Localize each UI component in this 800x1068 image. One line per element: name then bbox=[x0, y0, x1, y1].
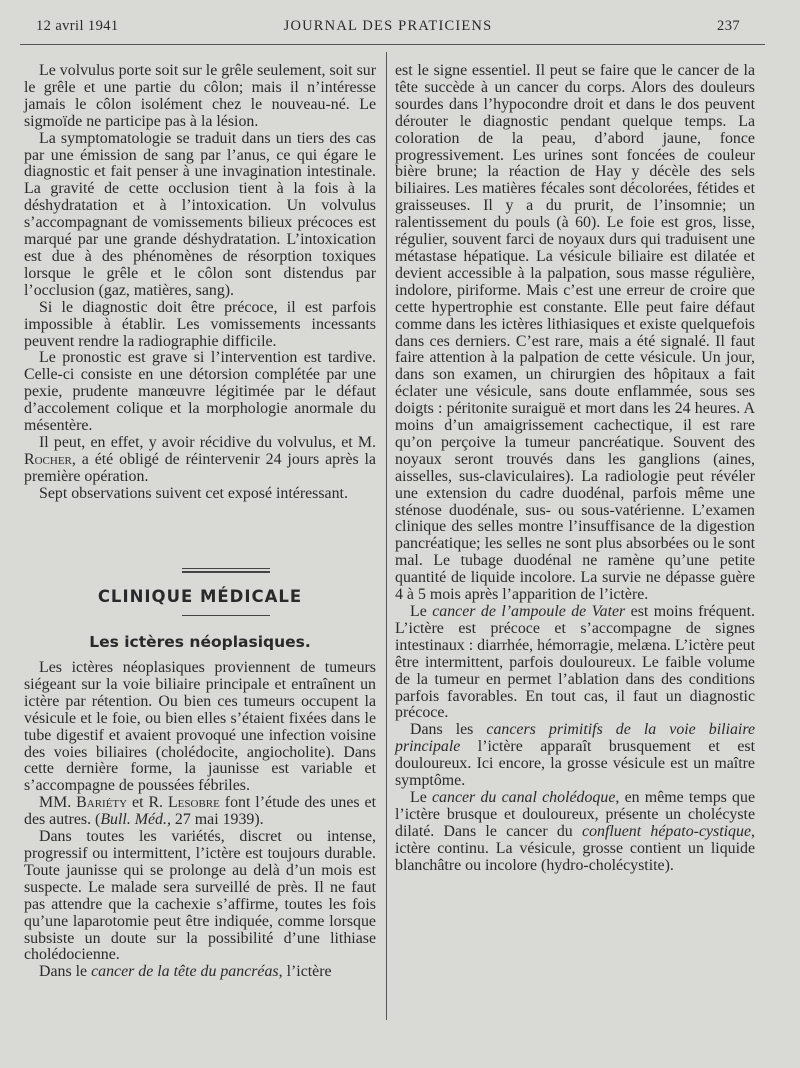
paragraph bbox=[395, 790, 755, 875]
text-run: l’ictère apparaît brusquement et est douloureux. Ici encore, la grosse vésicule est un maître symptôme. bbox=[395, 738, 755, 790]
page-number: 237 bbox=[717, 18, 740, 34]
section-heading-block bbox=[24, 560, 376, 660]
author-name: Rocher bbox=[24, 450, 72, 468]
text-run: , l’ictère bbox=[278, 963, 332, 981]
emphasis: cancer de l’ampoule de Vater bbox=[432, 603, 626, 620]
paragraph: Les ictères néoplasiques proviennent de tumeurs siégeant sur la voie biliaire principale et entraînent un ictère par rétention. Ou bien ces tumeurs occupent la vésicule et le foie, ou bien elles s’étaient fixées dans le tube digestif et avaient provoqué une infection voisine des voies biliaires (cholédocite, angiocholite). Dans cette dernière forme, la jaunisse est variable et s’accompagne de poussées fébriles. bbox=[24, 659, 376, 795]
text-run: , 27 mai 1939). bbox=[166, 811, 264, 829]
paragraph: Le volvulus porte soit sur le grêle seulement, soit sur le grêle et une partie du côlon; mais il n’intéresse jamais le côlon isolément chez le nouveau-né. Le sigmoïde ne participe pas à la lésion. bbox=[24, 62, 376, 130]
text-run: Dans le bbox=[39, 963, 92, 981]
article-title: Les ictères néoplasiques. bbox=[89, 633, 311, 651]
reference-title: Bull. Méd. bbox=[100, 811, 167, 829]
paragraph bbox=[24, 795, 376, 829]
emphasis: cancer du canal cholédoque bbox=[432, 788, 616, 806]
text-run: , en même temps que l’ictère brusque et douloureux, présente un cholécyste dilaté. Dans le cancer du bbox=[395, 788, 756, 840]
column-divider bbox=[386, 52, 387, 1020]
separator-rule bbox=[182, 615, 270, 616]
author-name: Bariéty bbox=[76, 794, 128, 812]
paragraph: Si le diagnostic doit être précoce, il est parfois impossible à établir. Les vomissements incessants peuvent rendre la radiographie difficile. bbox=[24, 298, 376, 350]
text-run: MM. bbox=[39, 794, 77, 812]
ornament-rule bbox=[182, 568, 270, 576]
text-run: , ictère continu. La vésicule, grosse contient un liquide blanchâtre ou incolore (hydro-cholécystite). bbox=[395, 822, 755, 874]
text-run: Le bbox=[410, 603, 433, 620]
text-run: Dans les bbox=[410, 721, 487, 739]
header-date: 12 avril 1941 bbox=[36, 18, 119, 34]
header-rule bbox=[20, 44, 765, 45]
text-run: font l’étude des unes et des autres. ( bbox=[24, 794, 376, 829]
left-column-top bbox=[24, 63, 376, 503]
emphasis: cancer de la tête du pancréas bbox=[91, 963, 279, 981]
paragraph: Sept observations suivent cet exposé intéressant. bbox=[39, 484, 348, 502]
text-run: , a été obligé de réintervenir 24 jours après la première opération. bbox=[24, 450, 376, 485]
section-title: CLINIQUE MÉDICALE bbox=[97, 587, 303, 606]
emphasis: cancers primitifs de la voie biliaire principale bbox=[395, 721, 755, 756]
paragraph: Le pronostic est grave si l’intervention est tardive. Celle-ci consiste en une détorsion complétée par une pexie, prudente manœuvre légitimée par le défaut d’accolement colique et la morphologie anormale du mésentère. bbox=[24, 349, 376, 435]
journal-title: JOURNAL DES PRATICIENS bbox=[283, 18, 493, 34]
paragraph bbox=[395, 722, 755, 790]
paragraph bbox=[24, 435, 376, 486]
text-run: Il peut, en effet, y avoir récidive du volvulus, et M. bbox=[39, 433, 376, 451]
paragraph bbox=[395, 604, 755, 722]
running-header bbox=[36, 18, 740, 40]
paragraph: Dans toutes les variétés, discret ou intense, progressif ou intermittent, l’ictère est toujours durable. Toute jaunisse qui se prolonge au delà d’un mois est suspecte. Le malade sera surveillé de près. Il ne faut pas attendre que la cachexie s’affirme, toutes les fois qu’une laparotomie peut être indiquée, comme lorsque subsiste un doute sur la possibilité d’une lithiase cholédocienne. bbox=[24, 828, 376, 964]
text-run: et R. bbox=[127, 794, 168, 812]
author-name: Lesobre bbox=[167, 794, 220, 812]
text-run: Le bbox=[410, 788, 432, 806]
left-column-bottom bbox=[24, 660, 376, 981]
paragraph: La symptomatologie se traduit dans un tiers des cas par une émission de sang par l’anus, ce qui égare le diagnostic et fait penser à une invagination intestinale. La gravité de cette occlusion tient à la fois à la déshydratation et à l’intoxication. Un volvulus s’accompagnant de vomissements bilieux précoces est marqué par une grande déshydratation. L’intoxication est due à des phénomènes de résorption toxiques lorsque le grêle et le côlon sont distendus par l’occlusion (gaz, matières, sang). bbox=[24, 129, 376, 299]
text-run: est moins fréquent. L’ictère est précoce et s’accompagne de signes intestinaux : diarrhée, hémorragie, melæna. L’ictère peut être intermittent, parfois douloureux. Le faible volume de la tumeur en permet l’ablation dans des conditions parfois favorables. En tout cas, il faut un diagnostic précoce. bbox=[395, 603, 755, 722]
paragraph: est le signe essentiel. Il peut se faire que le cancer de la tête succède à un cancer du corps. Alors des douleurs sourdes dans l’hypocondre droit et dans le dos peuvent dérouter le diagnostic pendant quelque temps. La coloration de la peau, d’abord jaune, fonce progressivement. Les urines sont foncées de couleur bière brune; la réaction de Hay y décèle des sels biliaires. Les matières fécales sont décolorées, fétides et graisseuses. Il y a du prurit, de l’insomnie; un ralentissement du pouls (à 60). Le foie est gros, lisse, régulier, souvent farci de noyaux durs qui traduisent une métastase hépatique. La vésicule biliaire est dilatée et devient accessible à la palpation, sous masse régulière, indolore, piriforme. Mais c’est une erreur de croire que cette hypertrophie est constante. Elle peut faire défaut comme dans les ictères lithiasiques et existe quelquefois dans ces derniers. C’est rare, mais a été signalé. Il faut faire attention à la palpation de cette vésicule. Un jour, dans son examen, un chirurgien des hôpitaux a fait éclater une vésicule, sans doute enflammée, sous ses doigts : péritonite suraiguë et mort dans les 24 heures. A moins d’un amaigrissement cachectique, il est rare qu’on perçoive la tumeur pancréatique. Souvent des noyaux seront trouvés dans les ganglions (aines, aisselles, sus-claviculaires). La radiologie peut révéler une extension du cadre duodénal, parfois même une sténose duodénale, sus- ou sous-vatérienne. L’examen clinique des selles montre l’insuffisance de la digestion pancréatique; les selles ne sont plus absorbées ou le sont mal. Le tubage duodénal ne ramène qu’une petite quantité de liquide incolore. La survie ne dépasse guère 4 à 5 mois après l’apparition de l’ictère. bbox=[395, 62, 755, 604]
paragraph bbox=[24, 964, 376, 981]
right-column bbox=[395, 63, 755, 875]
emphasis: confluent hépato-cystique bbox=[582, 822, 752, 840]
